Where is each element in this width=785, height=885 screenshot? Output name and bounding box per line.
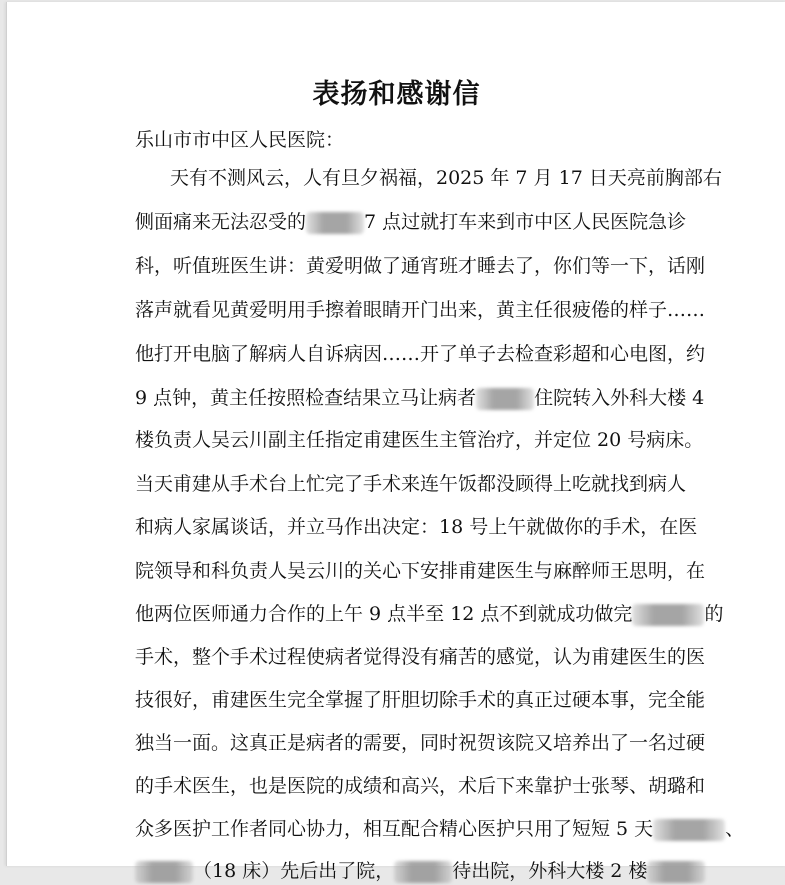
text-segment: 他打开电脑了解病人自诉病因……开了单子去检查彩超和心电图，约 (135, 343, 706, 365)
letter-salutation: 乐山市市中区人民医院： (135, 129, 345, 151)
text-line (135, 426, 704, 454)
text-line (135, 513, 698, 541)
text-line (135, 340, 706, 368)
text-segment: 落声就看见黄爱明用手擦着眼睛开门出来，黄主任很疲倦的样子…… (135, 299, 706, 321)
text-segment: 天有不测风云，人有旦夕祸福，2025 年 7 月 17 日天亮前胸部右 (170, 167, 722, 189)
text-line (135, 857, 675, 885)
text-segment: 的 (704, 603, 724, 625)
text-segment: 楼负责人吴云川副主任指定甫建医生主管治疗，并定位 20 号病床。 (135, 429, 704, 451)
text-segment: 9 点钟，黄主任按照检查结果立马让病者 (135, 387, 477, 409)
text-segment: 手术，整个手术过程使病者觉得没有痛苦的感觉，认为甫建医生的医 (135, 646, 706, 668)
text-segment: 7 点过就打车来到市中区人民医院急诊 (364, 211, 687, 233)
text-segment: 当天甫建从手术台上忙完了手术来连午饭都没顾得上吃就找到病人 (135, 473, 687, 495)
text-line (135, 815, 745, 843)
redacted-name (394, 861, 452, 883)
redacted-name (135, 861, 193, 883)
text-line (135, 252, 706, 280)
text-segment: 住院转入外科大楼 4 (534, 387, 705, 409)
text-line (135, 600, 724, 628)
redacted-name (306, 212, 364, 234)
text-segment: 科，听值班医生讲：黄爱明做了通宵班才睡去了，你们等一下，话刚 (135, 255, 706, 277)
text-segment: （18 床）先后出了院， (193, 860, 395, 882)
text-segment: 他两位医师通力合作的上午 9 点半至 12 点不到就成功做完 (135, 603, 633, 625)
letter-page (6, 2, 785, 882)
redacted-name (476, 388, 534, 410)
text-line (135, 729, 706, 757)
text-line (135, 296, 706, 324)
text-segment: 和病人家属谈话，并立马作出决定：18 号上午就做你的手术，在医 (135, 516, 698, 538)
text-segment: 的手术医生，也是医院的成绩和高兴，术后下来靠护士张琴、胡璐和 (135, 775, 706, 797)
text-segment: 众多医护工作者同心协力，相互配合精心医护只用了短短 5 天 (135, 818, 654, 840)
redacted-name (653, 819, 725, 841)
text-line (135, 470, 687, 498)
redacted-name (632, 604, 704, 626)
redacted-name (647, 861, 705, 883)
text-line (135, 643, 706, 671)
letter-title: 表扬和感谢信 (312, 79, 481, 110)
text-segment: 侧面痛来无法忍受的 (135, 211, 307, 233)
text-line (135, 384, 705, 412)
text-segment: 独当一面。这真正是病者的需要，同时祝贺该院又培养出了一名过硬 (135, 732, 706, 754)
text-segment: 技很好，甫建医生完全掌握了肝胆切除手术的真正过硬本事，完全能 (135, 689, 706, 711)
text-line (135, 208, 687, 236)
text-line (170, 164, 722, 192)
text-line (135, 686, 706, 714)
text-segment: 待出院，外科大楼 2 楼 (452, 860, 648, 882)
text-segment: 、 (725, 818, 745, 840)
text-segment: 院领导和科负责人吴云川的关心下安排甫建医生与麻醉师王思明，在 (135, 560, 706, 582)
text-line (135, 557, 706, 585)
text-line (135, 772, 706, 800)
